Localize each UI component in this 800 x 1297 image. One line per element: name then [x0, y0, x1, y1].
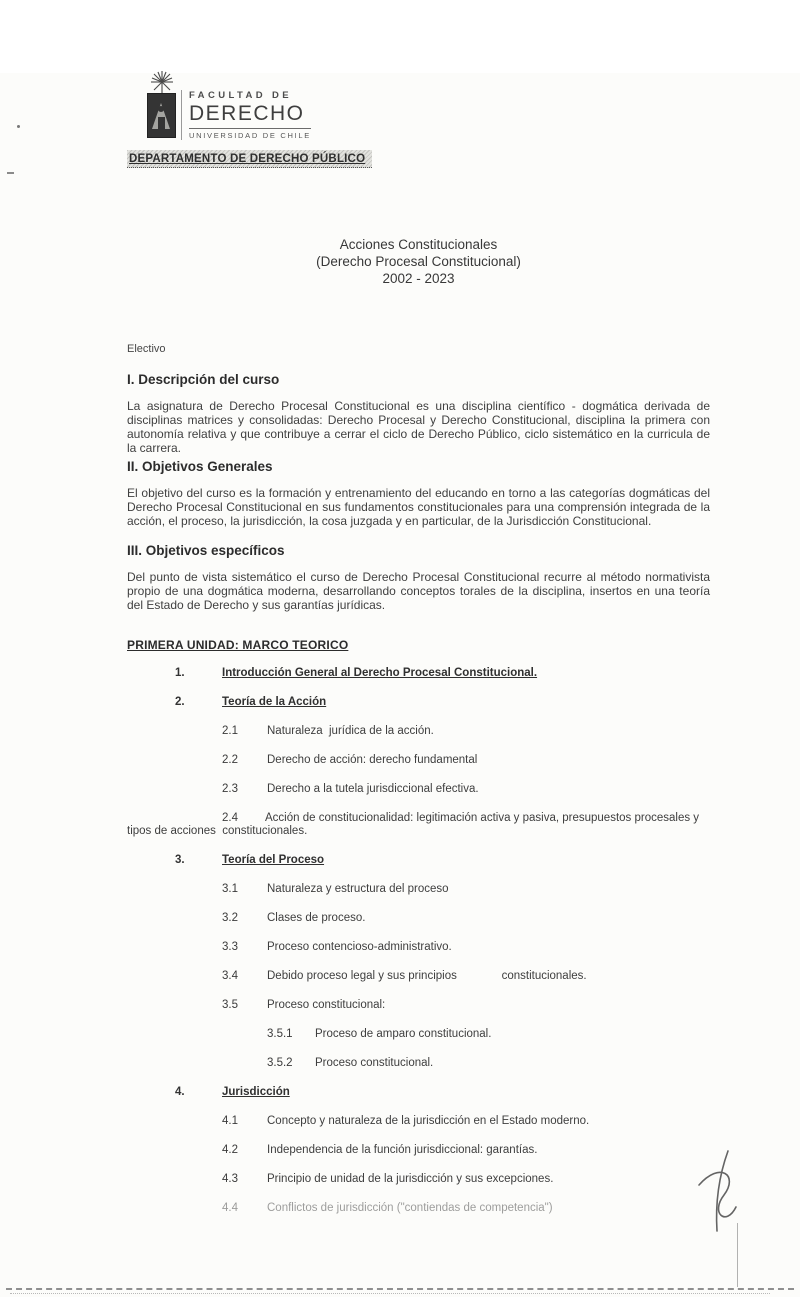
outline-label: Teoría del Proceso [222, 854, 325, 866]
unit-heading: PRIMERA UNIDAD: MARCO TEORICO [127, 638, 349, 652]
university-logo [147, 73, 397, 141]
outline-label: Principio de unidad de la jurisdicción y sus excepciones. [267, 1173, 554, 1185]
section-body-description: La asignatura de Derecho Procesal Constitucional es una disciplina científico - dogmática derivada de disciplinas matrices y consolidadas: Derecho Procesal y Derecho Constitucional, disciplina la primera con autonomía relativa y que contribuye a cerrar el ciclo de Derecho Público, ciclo sistemático en la curricula de la carrera. [127, 399, 710, 455]
outline-label: Debido proceso legal y sus principios constitucionales. [267, 970, 587, 982]
section-body-general-objectives: El objetivo del curso es la formación y entrenamiento del educando en torno a las categorías dogmáticas del Derecho Procesal Constitucional en sus fundamentos constitucionales para una comprensión integrada de la acción, el proceso, la jurisdicción, la cosa juzgada y en particular, de la Jurisdicción Constitucional. [127, 486, 710, 528]
outline-label: Conflictos de jurisdicción ("contiendas de competencia") [267, 1202, 553, 1214]
outline-number: 3. [175, 854, 185, 866]
course-type-label: Electivo [127, 343, 166, 355]
outline-label: Concepto y naturaleza de la jurisdicción en el Estado moderno. [267, 1115, 590, 1127]
outline-label: Clases de proceso. [267, 912, 366, 924]
sunburst-icon [149, 69, 175, 95]
outline-label: Proceso contencioso-administrativo. [267, 941, 452, 953]
outline-number: 4.4 [222, 1202, 238, 1214]
faculty-label: FACULTAD DE [189, 90, 293, 101]
outline-item-3-1 [127, 883, 710, 896]
outline-item-4-3 [127, 1173, 710, 1186]
course-title-line1: Acciones Constitucionales [339, 237, 498, 252]
outline-number: 2.2 [222, 754, 238, 766]
outline-item-1 [127, 667, 710, 680]
outline-label: Proceso constitucional: [267, 999, 386, 1011]
department-banner: DEPARTAMENTO DE DERECHO PÚBLICO [127, 150, 372, 168]
outline-item-4 [127, 1086, 710, 1099]
course-title-years: 2002 - 2023 [382, 271, 455, 286]
outline-item-4-2 [127, 1144, 710, 1157]
outline-label: Derecho de acción: derecho fundamental [267, 754, 478, 766]
outline-number: 3.5.2 [267, 1057, 293, 1069]
section-heading-general-objectives: II. Objetivos Generales [127, 459, 273, 474]
outline-item-2-3 [127, 783, 710, 796]
scan-edge-dotted-line [10, 1293, 770, 1294]
outline-label: Naturaleza y estructura del proceso [267, 883, 449, 895]
university-crest-icon [147, 93, 176, 138]
outline-label: Acción de constitucionalidad: legitimación activa y pasiva, presupuestos procesales y tipos de acciones constitucionales. [127, 812, 703, 837]
outline-number: 3.1 [222, 883, 238, 895]
outline-label: Derecho a la tutela jurisdiccional efectiva. [267, 783, 479, 795]
outline-item-3 [127, 854, 710, 867]
outline-number: 2.4 [222, 812, 238, 824]
outline-item-2-1 [127, 725, 710, 738]
scan-speck-dash [7, 172, 14, 174]
logo-text-block [181, 90, 311, 140]
course-title-line2: (Derecho Procesal Constitucional) [316, 254, 521, 269]
outline-number: 2.3 [222, 783, 238, 795]
outline-item-3-5-2 [127, 1057, 710, 1070]
outline-number: 4. [175, 1086, 185, 1098]
outline-item-4-4 [127, 1202, 710, 1215]
outline-number: 4.2 [222, 1144, 238, 1156]
school-name: DERECHO [189, 102, 305, 125]
outline-number: 3.3 [222, 941, 238, 953]
document-page [0, 73, 800, 1297]
outline-number: 4.3 [222, 1173, 238, 1185]
outline-item-3-2 [127, 912, 710, 925]
section-heading-description: I. Descripción del curso [127, 372, 280, 387]
scan-speck-dot [17, 125, 20, 128]
outline-label: Independencia de la función jurisdiccional: garantías. [267, 1144, 538, 1156]
outline-label: Introducción General al Derecho Procesal Constitucional. [222, 667, 538, 679]
outline-number: 3.5.1 [267, 1028, 293, 1040]
outline-label: Naturaleza jurídica de la acción. [267, 725, 434, 737]
section-body-specific-objectives: Del punto de vista sistemático el curso de Derecho Procesal Constitucional recurre al método normativista propio de una dogmática moderna, desarrollando conceptos torales de la disciplina, insertos en una teoría del Estado de Derecho y sus garantías jurídicas. [127, 570, 710, 612]
outline-label: Teoría de la Acción [222, 696, 327, 708]
outline-item-3-5-1 [127, 1028, 710, 1041]
section-heading-specific-objectives: III. Objetivos específicos [127, 543, 285, 558]
outline-item-2 [127, 696, 710, 709]
outline-number: 4.1 [222, 1115, 238, 1127]
outline-number: 2. [175, 696, 185, 708]
course-title [127, 236, 710, 287]
outline-number: 3.4 [222, 970, 238, 982]
outline-item-3-4 [127, 970, 710, 983]
scan-edge-dashed-line [6, 1288, 794, 1290]
outline-number: 3.2 [222, 912, 238, 924]
outline-label: Proceso de amparo constitucional. [315, 1028, 492, 1040]
outline-label: Jurisdicción [222, 1086, 290, 1098]
outline-item-2-4 [127, 812, 710, 838]
outline-number: 2.1 [222, 725, 238, 737]
outline-item-3-5 [127, 999, 710, 1012]
outline-label: Proceso constitucional. [315, 1057, 434, 1069]
outline-number: 3.5 [222, 999, 238, 1011]
outline-item-3-3 [127, 941, 710, 954]
outline-item-2-2 [127, 754, 710, 767]
university-name: UNIVERSIDAD DE CHILE [189, 128, 311, 140]
outline-number: 1. [175, 667, 185, 679]
outline-item-4-1 [127, 1115, 710, 1128]
scan-vertical-hairline [737, 1223, 738, 1287]
